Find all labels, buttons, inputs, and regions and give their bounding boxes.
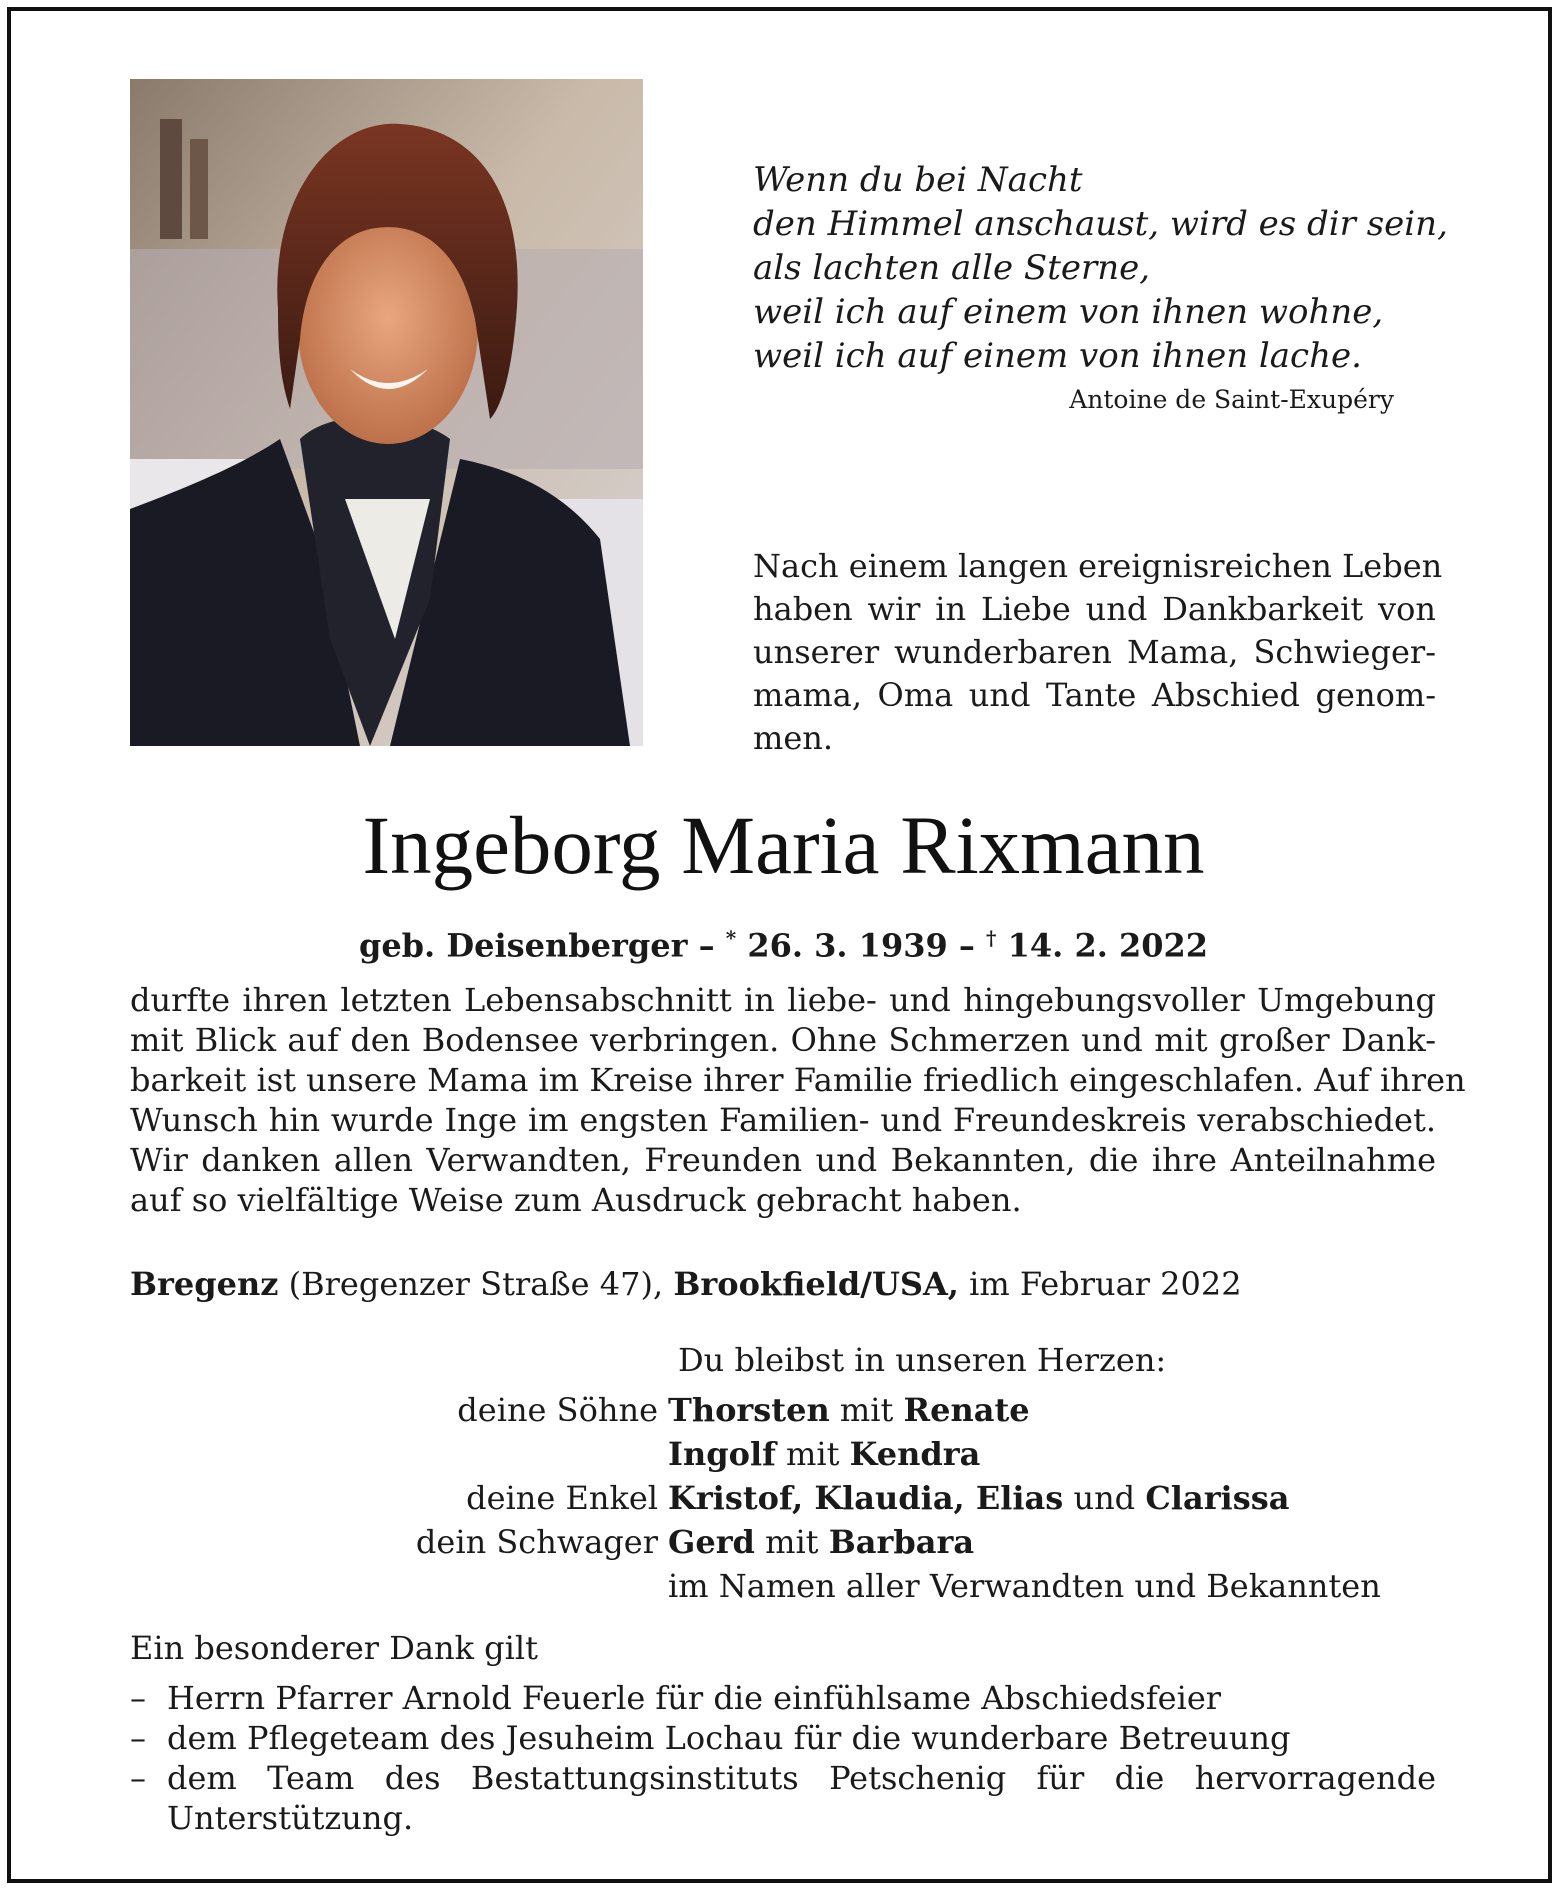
body-paragraph — [130, 980, 1466, 1220]
thanks-heading: Ein besonderer Dank gilt — [130, 1629, 538, 1667]
address: (Bregenzer Straße 47), — [278, 1265, 674, 1303]
intro-line: haben wir in Liebe und Dankbarkeit von — [753, 590, 1436, 628]
poem-line: Wenn du bei Nacht — [753, 160, 1083, 200]
family-name: Renate — [903, 1391, 1030, 1429]
body-line: mit Blick auf den Bodensee verbringen. Ohne Schmerzen und mit großer Dank- — [130, 1021, 1436, 1059]
separator: – — [687, 926, 726, 965]
family-name: Ingolf — [668, 1435, 776, 1473]
list-item-text: Herrn Pfarrer Arnold Feuerle für die einfühlsame Abschiedsfeier — [167, 1679, 1222, 1717]
family-row-brother-in-law — [330, 1520, 1450, 1564]
list-item — [130, 1678, 1436, 1718]
death-symbol: † — [986, 926, 997, 950]
poem-line: weil ich auf einem von ihnen lache. — [753, 336, 1362, 376]
poem-author: Antoine de Saint-Exupéry — [1069, 385, 1394, 414]
list-item-text: dem Team des Bestattungsinstituts Petschenig für die hervorragende — [167, 1759, 1436, 1797]
family-name: Kristof, Klaudia, Elias — [668, 1479, 1064, 1517]
life-dates — [0, 918, 1567, 966]
city-brookfield: Brookfield/USA, — [673, 1265, 959, 1303]
list-item-text: Unterstützung. — [167, 1799, 414, 1837]
thanks-list — [130, 1678, 1436, 1838]
family-name: Gerd — [668, 1523, 755, 1561]
role-label: dein Schwager — [415, 1523, 658, 1561]
portrait-photo — [130, 79, 643, 746]
body-line: Wir danken allen Verwandten, Freunden und Bekannten, die ihre Anteilnahme — [130, 1141, 1436, 1179]
body-line: auf so vielfältige Weise zum Ausdruck gebracht haben. — [130, 1181, 1022, 1219]
birth-date: 26. 3. 1939 — [736, 926, 948, 965]
list-item-text: dem Pflegeteam des Jesuheim Lochau für die wunderbare Betreuung — [167, 1719, 1291, 1757]
intro-paragraph — [753, 545, 1443, 760]
family-name: Kendra — [849, 1435, 981, 1473]
closing-line: im Namen aller Verwandten und Bekannten — [668, 1567, 1381, 1605]
poem-line: weil ich auf einem von ihnen wohne, — [753, 292, 1384, 332]
family-name: Clarissa — [1145, 1479, 1290, 1517]
list-dash: – — [130, 1679, 146, 1717]
intro-line: Nach einem langen ereignisreichen Leben — [753, 547, 1443, 585]
death-date: 14. 2. 2022 — [996, 926, 1209, 965]
role-empty — [330, 1564, 668, 1608]
mourners-list — [330, 1388, 1450, 1608]
body-line: Wunsch hin wurde Inge im engsten Familien- und Freundeskreis verabschiedet. — [130, 1101, 1436, 1139]
portrait-image — [130, 79, 643, 746]
family-name: Thorsten — [668, 1391, 830, 1429]
deceased-name: Ingeborg Maria Rixmann — [362, 799, 1205, 891]
list-item — [130, 1718, 1436, 1758]
family-row-grandchildren — [330, 1476, 1450, 1520]
family-name: Barbara — [828, 1523, 975, 1561]
family-row-sons — [330, 1388, 1450, 1432]
role-empty — [330, 1432, 668, 1476]
intro-line: men. — [753, 719, 834, 757]
city-bregenz: Bregenz — [130, 1265, 279, 1303]
connector: mit — [754, 1523, 829, 1561]
place-and-date — [130, 1264, 1436, 1304]
body-line: durfte ihren letzten Lebensabschnitt in liebe- und hingebungsvoller Umgebung — [130, 981, 1436, 1019]
list-item — [130, 1758, 1436, 1838]
maiden-name: geb. Deisenberger — [358, 926, 688, 965]
body-line: barkeit ist unsere Mama im Kreise ihrer Familie friedlich eingeschlafen. Auf ihren — [130, 1061, 1466, 1099]
connector: mit — [775, 1435, 850, 1473]
role-label: deine Söhne — [457, 1391, 658, 1429]
list-dash: – — [130, 1719, 146, 1757]
intro-line: unserer wunderbaren Mama, Schwieger- — [753, 633, 1436, 671]
poem-line: als lachten alle Sterne, — [753, 248, 1151, 288]
separator: – — [947, 926, 987, 965]
intro-line: mama, Oma und Tante Abschied genom- — [753, 676, 1436, 714]
poem-line: den Himmel anschaust, wird es dir sein, — [753, 204, 1448, 244]
date: im Februar 2022 — [958, 1265, 1242, 1303]
mourners-intro: Du bleibst in unseren Herzen: — [678, 1341, 1167, 1379]
poem-quote — [753, 158, 1448, 378]
connector: und — [1063, 1479, 1146, 1517]
family-row-son2 — [330, 1432, 1450, 1476]
connector: mit — [829, 1391, 904, 1429]
list-dash: – — [130, 1759, 146, 1797]
birth-symbol: * — [725, 926, 737, 950]
role-label: deine Enkel — [466, 1479, 658, 1517]
family-row-closing — [330, 1564, 1450, 1608]
